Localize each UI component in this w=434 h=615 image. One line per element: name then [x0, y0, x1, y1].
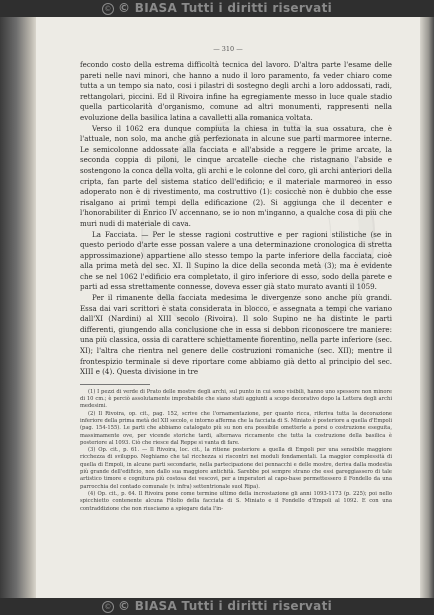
- page-edge: [420, 17, 434, 599]
- copyright-text-top: © BIASA Tutti i diritti riservati: [117, 1, 333, 15]
- page-number: — 310 —: [213, 45, 243, 53]
- footnote: (1) I pezzi di verde di Prato delle mostre degli archi, sul punto in cui sono visibili, hanno uno spessore non minore di 10 cm.; è perciò assolutamente improbabile che siano stati aggiunti a scopo decorativo dopo la Lettera degli archi medesimi.: [80, 388, 392, 410]
- footnote: (3) Op. cit., p. 61. — Il Rivoira, loc. cit., la ritiene posteriore a quella di Empoli per una sensibile maggiore ricchezza di sviluppo. Neghiamo che tal ricchezza si riscontri nei moduli fondamentali. La maggior complessità di quella di Empoli, in alcune parti secondarie, nella partecipazione dei pennacchi e delle mostre, deriva dalla modestia più grande dell'edificio, non dallo sua maggiore antichità. Sarebbe poi sempre strano che essi gareggiassero di tale artistico timore e cognitura più costosa dei vescovi, per a imperatori al capo-base permettessero il Fondello da una parrocchia del contado comunale (v. infra) settentrionale suol Ripa).: [80, 447, 392, 490]
- paragraph: fecondo costo della estrema difficoltà tecnica del lavoro. D'altra parte l'esame delle pareti nelle navi minori, che hanno a nudo il loro paramento, fa veder chiaro come tutta a un tempo sia nato, cosi i pilastri di sostegno degli archi a loro addossati, radi, rettangolari, piccini. Ed il Rivoira infine ha egregiamente messo in luce quale stadio quella particolarità d'organismo, comune ad altri monumenti, rappresenti nella evoluzione della basilica latina a cavalletti alla romanica voltata.: [80, 60, 392, 122]
- footnote: (4) Op. cit., p. 64. Il Rivoira pone come termine ultimo della incrostazione gli anni 1093-1173 (p. 225); poi nello spicchietto contenente alcuna Filolio della facciata di S. Miniato e il Fondello d'Empoli al 1092. E con una contraddizione che non riusciamo a spiegare data l'in-: [80, 490, 392, 512]
- footnotes: [80, 389, 392, 513]
- paragraph: La Facciata. — Per le stesse ragioni costruttive e per ragioni stilistiche (se in questo periodo d'arte esse possan valere a una determinazione cronologica di stretta approssimazione) appartiene allo stesso tempo la parte inferiore della facciata, cioè alla prima metà del sec. XI. Il Supino la dice della seconda metà (3); ma è evidente che se nel 1062 l'edificio era completato, il giro inferiore di esso, sodo della parete e parti ad essa strettamente connesse, doveva esser già stato murato avanti il 1059.: [80, 229, 392, 292]
- page-body: [80, 60, 392, 513]
- footnote: (2) Il Rivoira, op. cit., pag. 152, scrive che l'ornamentazione, per quanto ricca, riferiva tutta la decorazione inferiore della prima metà del XII secolo, e intorno afferma che la facciata di S. Miniato è posteriore a quella d'Empoli (pag. 154-155). Le parti che abbiamo catalogato più su non era possibile ometterle a porsi o costruzione eseguita, massimamente ove, per vicende storiche tardi, alternava riccamente che tutta la costruzione della basilica è posteriore al 1093. Ciò che riesce dal Reppe si vanta di fare.: [80, 410, 392, 446]
- footnote-divider: [80, 384, 150, 385]
- paragraph: Per il rimanente della facciata medesima le divergenze sono anche più grandi. Essa dai vari scrittori è stata considerata in blocco, e assegnata a tempi che variano dall'XI (Nardini) al XIII secolo (Rivoira). Il solo Supino ne ha distinte le parti differenti, giungendo alla conclusione che in essa si debbon riconoscere tre maniere: una più classica, ossia di carattere schiettamente fiorentino, nella parte inferiore (sec. XI); l'altra che rientra nel genere delle costruzioni romaniche (sec. XII); mentre il frontespizio terminale si deve riportare come abbiamo già detto al principio del sec. XIII e (4). Questa divisione in tre: [80, 293, 392, 377]
- copyright-banner-top: [0, 0, 434, 17]
- paragraph: Verso il 1062 era dunque compiuta la chiesa in tutta la sua ossatura, che è l'attuale, non solo, ma anche già perfezionata in alcune sue parti marmoree interne. Le semicolonne addossate alla facciata e all'abside a reggere le prime arcate, la seconda coppia di piloni, le cinque arcatelle cieche che ristagnano l'abside e sostengono la conca della volta, gli archi e le colonne del coro, gli archi anteriori della cripta, fan parte del sistema statico dell'edificio; e il materiale marmoreo in esso adoperato non è di rivestimento, ma costruttivo (1): cosicchè non è dubbio che esse risalgano ai primi tempi della edificazione (2). Si aggiunga che il decenter e l'honorabiliter di Enrico IV accennano, se io non m'inganno, a qualche cosa di più che muri nudi di materiale di cava.: [80, 123, 392, 228]
- copyright-icon: ©: [102, 3, 114, 15]
- copyright-banner-bottom: [0, 598, 434, 615]
- book-spine: [0, 17, 36, 599]
- copyright-text-bottom: © BIASA Tutti i diritti riservati: [117, 599, 333, 613]
- scanned-page: [36, 17, 420, 599]
- copyright-icon: ©: [102, 601, 114, 613]
